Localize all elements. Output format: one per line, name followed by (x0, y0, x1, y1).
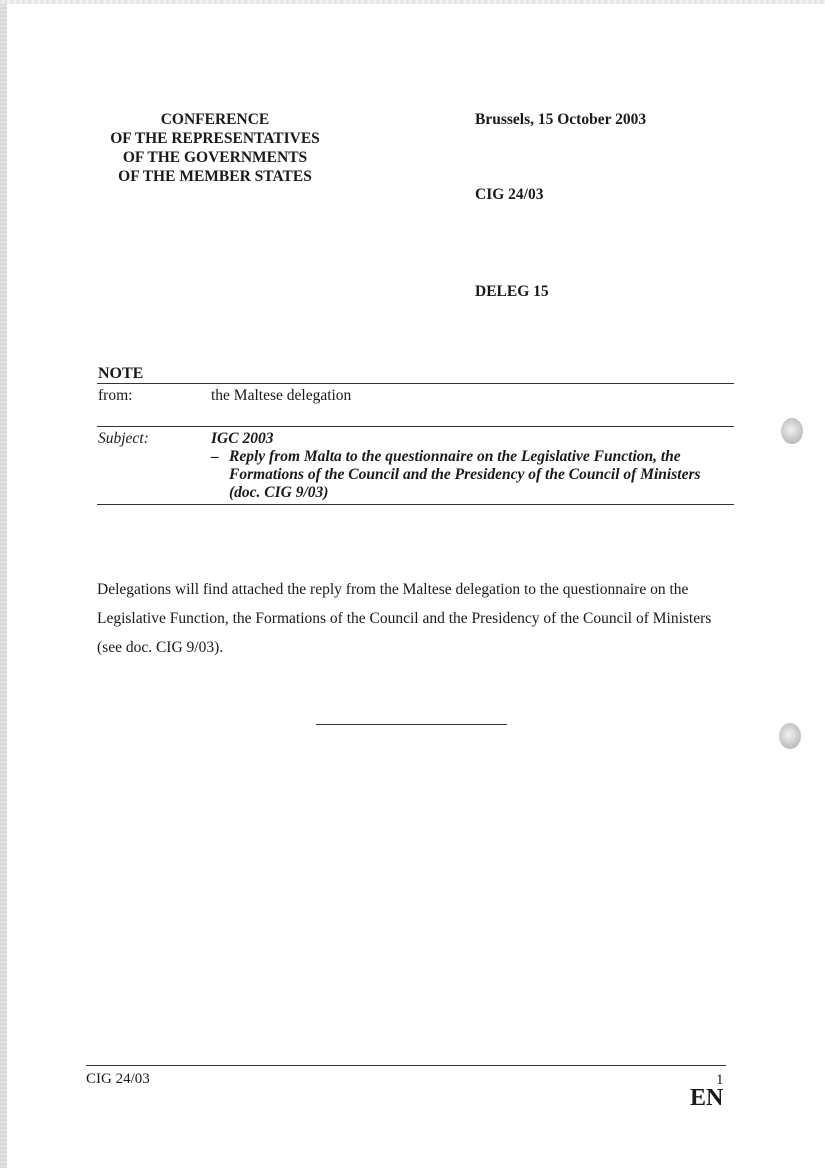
footer-divider (86, 1065, 726, 1066)
conference-line: CONFERENCE (160, 111, 270, 128)
footer-page-number: 1 (716, 1072, 724, 1088)
from-value: the Maltese delegation (211, 387, 352, 404)
scan-border-left (0, 0, 7, 1168)
divider (97, 504, 734, 505)
scan-border-top (0, 0, 825, 4)
note-title: NOTE (98, 365, 144, 382)
body-line: (see doc. CIG 9/03). (97, 639, 224, 656)
subject-item (211, 448, 731, 502)
conference-line: OF THE REPRESENTATIVES (110, 130, 320, 147)
body-line: Legislative Function, the Formations of the Council and the Presidency of the Council of Ministers (97, 610, 712, 627)
subject-line: (doc. CIG 9/03) (229, 484, 329, 501)
body-paragraph (97, 575, 737, 662)
conference-heading (90, 110, 340, 186)
end-rule (316, 724, 507, 725)
punch-hole-icon (781, 418, 803, 444)
subject-line: Formations of the Council and the Presidency of the Council of Ministers (229, 466, 701, 483)
subject-block (211, 430, 731, 502)
from-label: from: (98, 387, 133, 404)
divider (97, 383, 734, 384)
subject-label: Subject: (98, 430, 149, 447)
document-reference: CIG 24/03 (475, 186, 544, 203)
body-line: Delegations will find attached the reply from the Maltese delegation to the questionnaire on the (97, 581, 689, 598)
footer-document-reference: CIG 24/03 (86, 1071, 150, 1087)
subject-title: IGC 2003 (211, 430, 274, 447)
conference-line: OF THE GOVERNMENTS (122, 149, 308, 166)
footer-language-code: EN (690, 1085, 724, 1111)
subject-line: Reply from Malta to the questionnaire on the Legislative Function, the (229, 448, 681, 465)
place-date: Brussels, 15 October 2003 (475, 111, 647, 128)
divider (97, 426, 734, 427)
delegation-reference: DELEG 15 (475, 283, 549, 300)
punch-hole-icon (779, 723, 801, 749)
conference-line: OF THE MEMBER STATES (118, 168, 312, 185)
subject-dash: – (211, 448, 219, 465)
